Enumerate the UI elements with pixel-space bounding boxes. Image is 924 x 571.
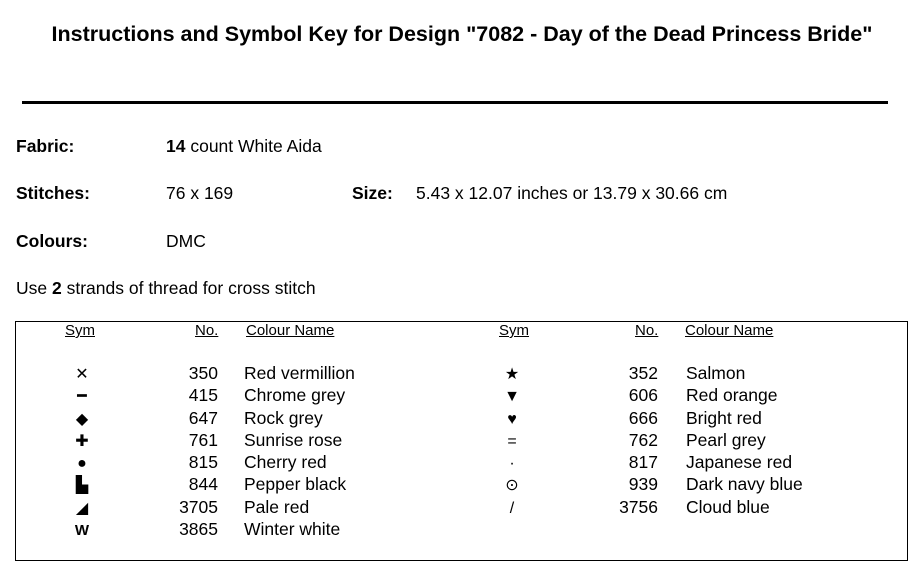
dmc-number: 762 xyxy=(628,430,658,450)
colour-name: Red orange xyxy=(686,385,778,405)
fabric-value xyxy=(166,135,322,157)
header-sym-left: Sym xyxy=(65,322,95,339)
star-symbol-icon: ★ xyxy=(504,366,520,383)
colour-name: Rock grey xyxy=(244,408,323,428)
colours-label: Colours: xyxy=(16,231,88,251)
header-no-right: No. xyxy=(635,322,659,339)
colour-name: Pepper black xyxy=(244,474,347,494)
strands-count: 2 xyxy=(52,278,62,298)
header-no-left: No. xyxy=(195,322,219,339)
colours-value: DMC xyxy=(166,231,206,251)
fabric-description: count White Aida xyxy=(190,136,322,156)
page-title: Instructions and Symbol Key for Design "7082 - Day of the Dead Princess Bride" xyxy=(51,22,873,46)
plus-symbol-icon: ✚ xyxy=(75,433,89,450)
dmc-number: 3705 xyxy=(179,497,218,517)
symbol-key-table xyxy=(15,321,908,561)
strands-instruction xyxy=(16,277,316,299)
down-triangle-symbol-icon: ▼ xyxy=(504,388,520,405)
size-label: Size: xyxy=(352,183,393,203)
dmc-number: 606 xyxy=(628,385,658,405)
fabric-label: Fabric: xyxy=(16,136,75,156)
stitches-value: 76 x 169 xyxy=(166,183,234,203)
cross-symbol-icon: ✕ xyxy=(75,366,89,383)
letter-w-symbol-icon: W xyxy=(74,522,90,539)
colour-name: Winter white xyxy=(244,519,341,539)
dmc-number: 415 xyxy=(188,385,218,405)
dmc-number: 817 xyxy=(628,452,658,472)
l-block-symbol-icon: ▙ xyxy=(75,477,89,494)
colour-name: Pearl grey xyxy=(686,430,766,450)
corner-triangle-symbol-icon: ◢ xyxy=(75,500,89,517)
stitches-label: Stitches: xyxy=(16,183,90,203)
dmc-number: 3865 xyxy=(179,519,218,539)
dmc-number: 647 xyxy=(188,408,218,428)
dmc-number: 815 xyxy=(188,452,218,472)
header-name-left: Colour Name xyxy=(246,322,335,339)
dmc-number: 939 xyxy=(628,474,658,494)
slash-symbol-icon: / xyxy=(509,500,515,517)
colour-name: Cloud blue xyxy=(686,497,770,517)
title-divider xyxy=(22,101,888,104)
colour-name: Dark navy blue xyxy=(686,474,803,494)
colour-name: Red vermillion xyxy=(244,363,355,383)
fabric-count: 14 xyxy=(166,136,186,156)
dmc-number: 666 xyxy=(628,408,658,428)
circled-dot-symbol-icon: ⊙ xyxy=(505,477,519,494)
size-value: 5.43 x 12.07 inches or 13.79 x 30.66 cm xyxy=(416,183,728,203)
header-name-right: Colour Name xyxy=(685,322,774,339)
colour-name: Cherry red xyxy=(244,452,327,472)
strands-pre: Use xyxy=(16,278,48,298)
dmc-number: 352 xyxy=(628,363,658,383)
dmc-number: 350 xyxy=(188,363,218,383)
equals-symbol-icon: = xyxy=(507,433,517,450)
diamond-symbol-icon: ◆ xyxy=(75,411,89,428)
filled-circle-symbol-icon: ● xyxy=(77,455,87,472)
header-sym-right: Sym xyxy=(499,322,529,339)
colour-name: Sunrise rose xyxy=(244,430,343,450)
dash-symbol-icon: ━ xyxy=(77,388,87,405)
dmc-number: 3756 xyxy=(619,497,658,517)
colour-name: Pale red xyxy=(244,497,310,517)
colour-name: Chrome grey xyxy=(244,385,346,405)
colour-name: Japanese red xyxy=(686,452,793,472)
heart-symbol-icon: ♥ xyxy=(507,411,517,428)
colour-name: Bright red xyxy=(686,408,762,428)
colour-name: Salmon xyxy=(686,363,746,383)
strands-post: strands of thread for cross stitch xyxy=(66,278,316,298)
dmc-number: 844 xyxy=(188,474,218,494)
dot-symbol-icon: · xyxy=(509,455,515,472)
dmc-number: 761 xyxy=(188,430,218,450)
